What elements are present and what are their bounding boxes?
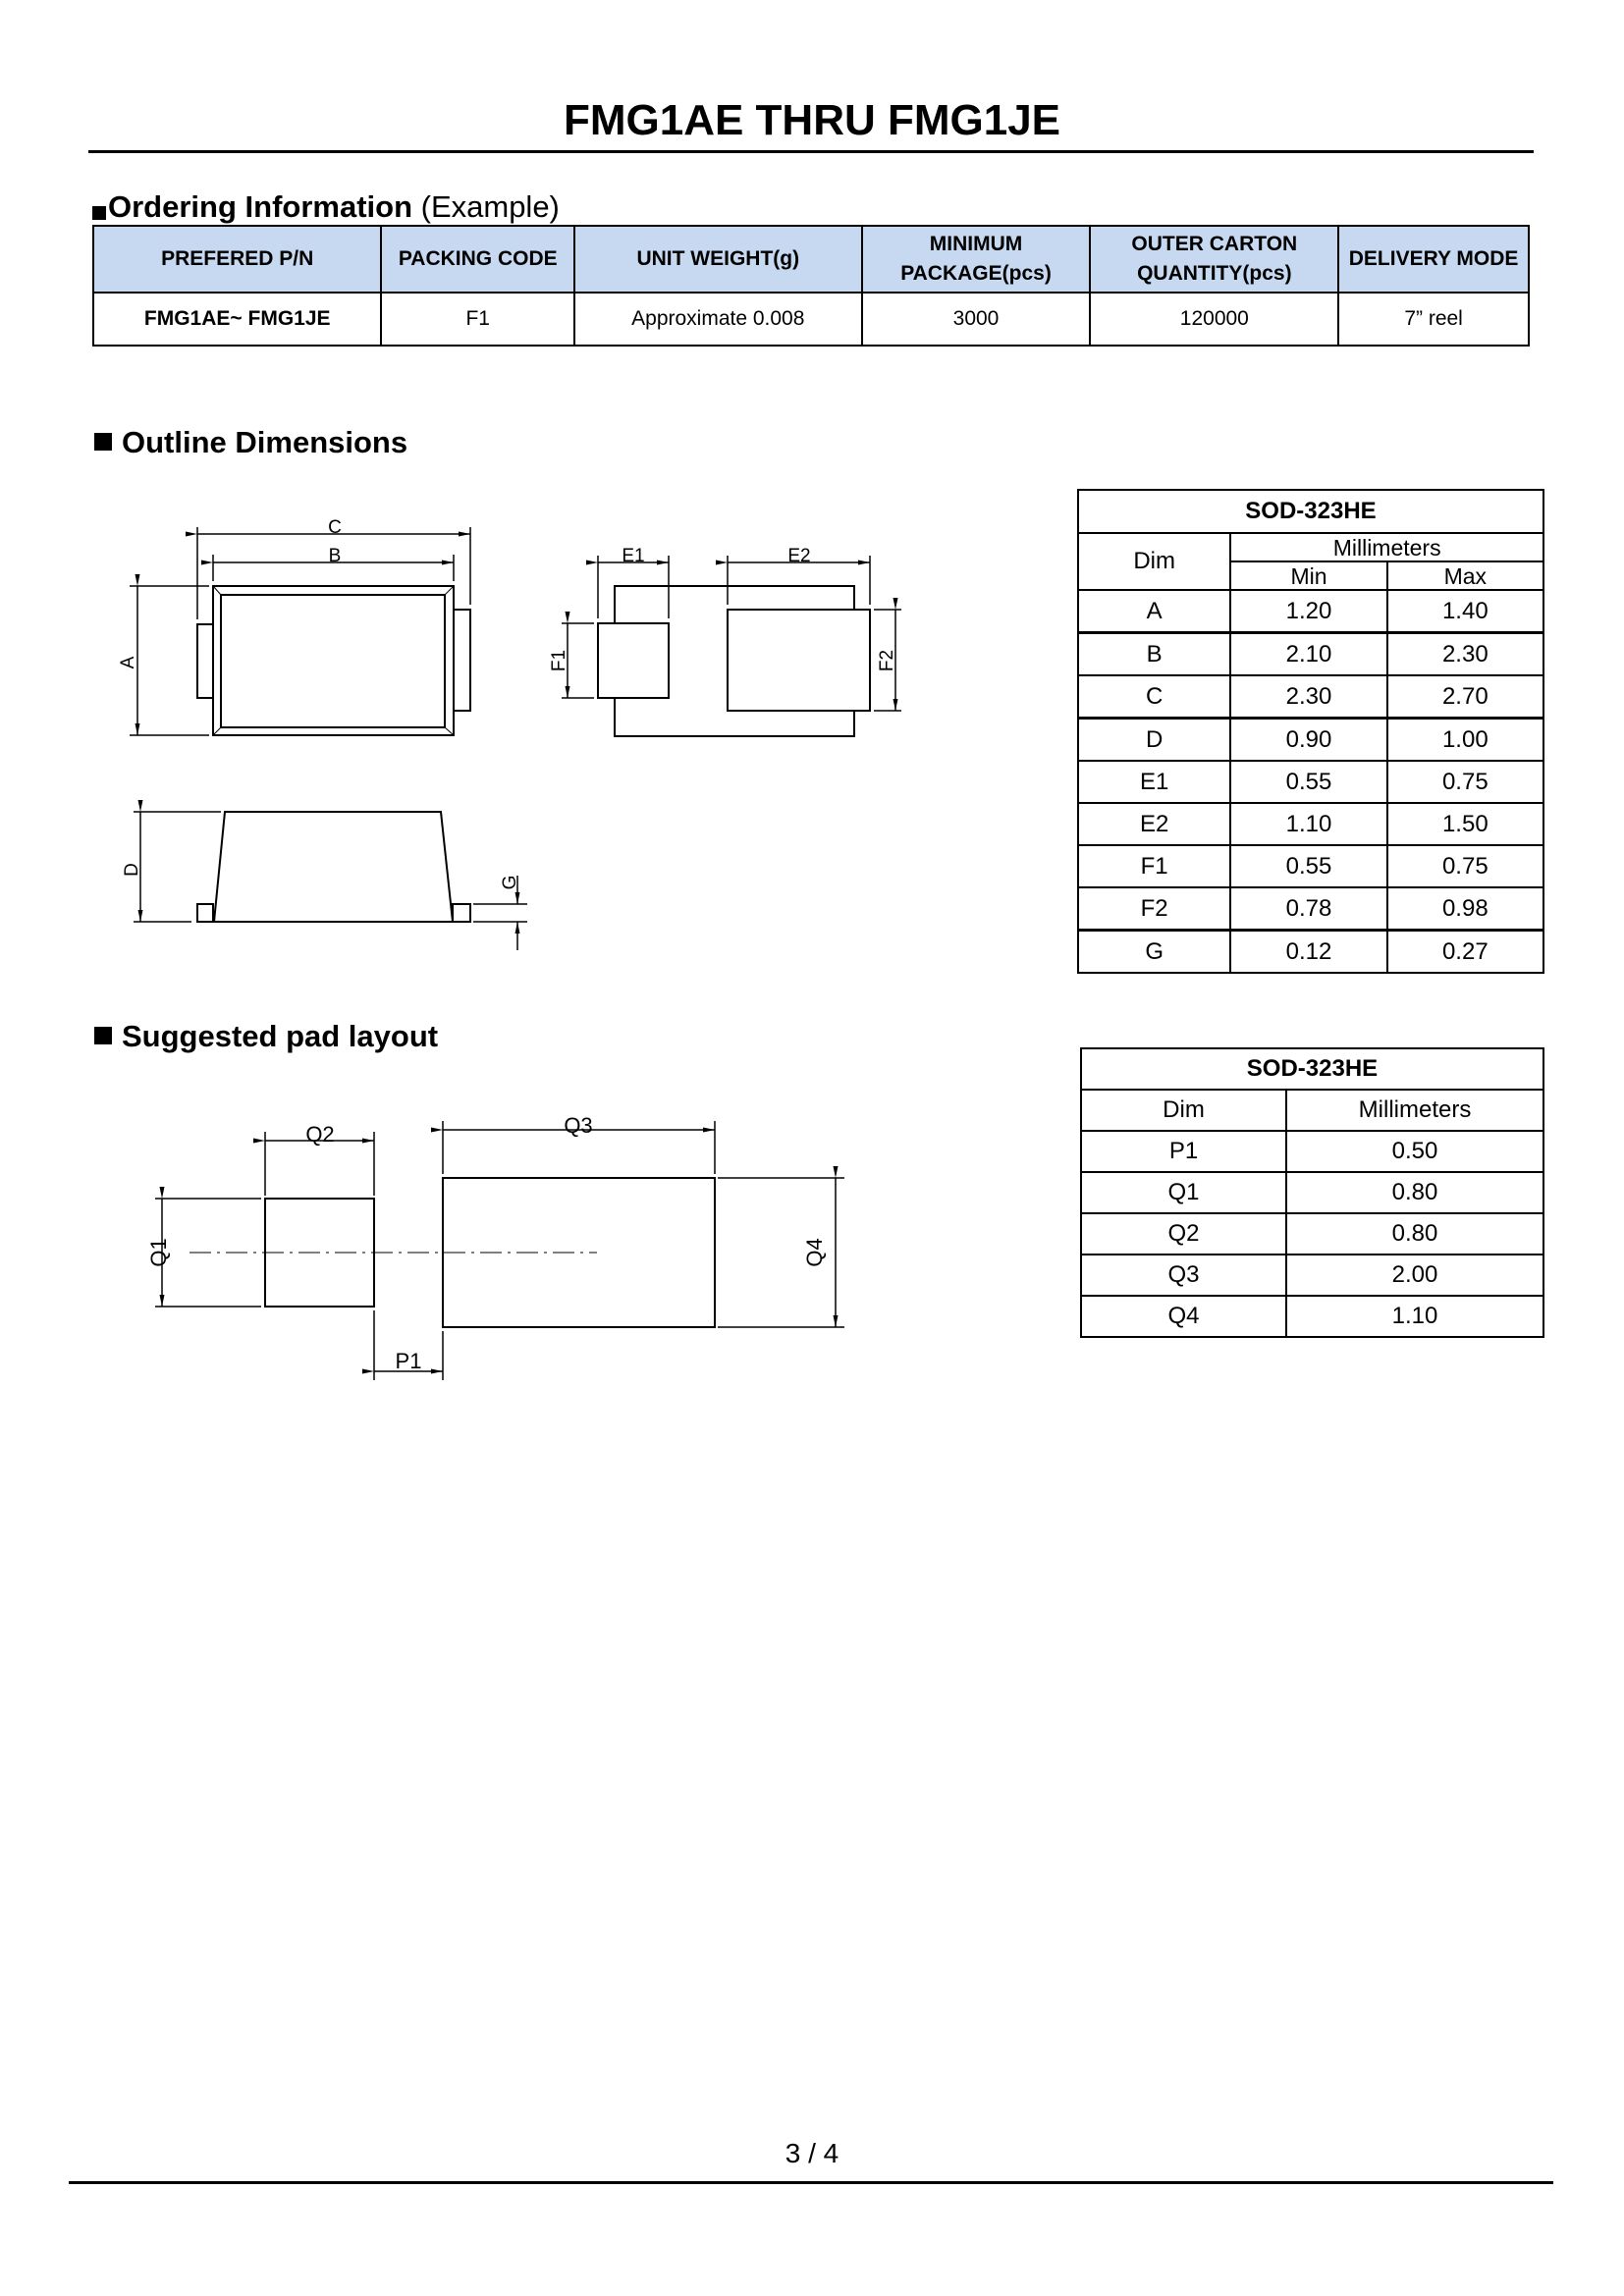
cell-minimum-package: 3000 xyxy=(862,293,1091,346)
table-row xyxy=(1078,675,1543,719)
cell-max: 2.30 xyxy=(1387,633,1543,676)
max-column-header: Max xyxy=(1387,561,1543,590)
table-row xyxy=(1081,1131,1543,1172)
cell-min: 0.12 xyxy=(1230,931,1386,974)
cell-min: 1.20 xyxy=(1230,590,1386,633)
dim-label-e1: E1 xyxy=(622,546,645,566)
ordering-heading-suffix: (Example) xyxy=(420,189,560,224)
cell-min: 0.78 xyxy=(1230,887,1386,931)
pad-layout-heading xyxy=(94,1019,438,1054)
cell-max: 2.70 xyxy=(1387,675,1543,719)
page-title: FMG1AE THRU FMG1JE xyxy=(563,96,1061,144)
cell-packing-code: F1 xyxy=(381,293,574,346)
dim-label-a: A xyxy=(118,656,138,669)
table-row xyxy=(1078,633,1543,676)
pad-label-q1: Q1 xyxy=(146,1238,171,1267)
side-view-drawing xyxy=(134,812,527,950)
table-row xyxy=(1078,845,1543,887)
cell-dim: P1 xyxy=(1081,1131,1286,1172)
table-row xyxy=(1078,887,1543,931)
table-row xyxy=(1081,1172,1543,1213)
cell-dim: F1 xyxy=(1078,845,1230,887)
cell-dim: F2 xyxy=(1078,887,1230,931)
cell-min: 0.90 xyxy=(1230,719,1386,762)
dim-label-f1: F1 xyxy=(549,649,569,672)
cell-max: 1.50 xyxy=(1387,803,1543,845)
bullet-square-icon xyxy=(94,1027,112,1044)
pad-label-q2: Q2 xyxy=(305,1122,335,1147)
cell-dim: B xyxy=(1078,633,1230,676)
cell-dim: Q4 xyxy=(1081,1296,1286,1337)
cell-value: 1.10 xyxy=(1286,1296,1543,1337)
pad-layout-drawing xyxy=(155,1121,844,1380)
cell-unit-weight: Approximate 0.008 xyxy=(574,293,862,346)
table-row xyxy=(1078,931,1543,974)
table-row xyxy=(1078,803,1543,845)
pad-label-q3: Q3 xyxy=(564,1113,593,1138)
cell-max: 0.98 xyxy=(1387,887,1543,931)
cell-dim: Q3 xyxy=(1081,1255,1286,1296)
dim-label-b: B xyxy=(328,546,342,566)
table-row xyxy=(1081,1296,1543,1337)
outline-heading-text: Outline Dimensions xyxy=(122,425,408,459)
cell-delivery-mode: 7” reel xyxy=(1338,293,1529,346)
cell-dim: C xyxy=(1078,675,1230,719)
unit-header: Millimeters xyxy=(1286,1090,1543,1131)
pad-layout-heading-text: Suggested pad layout xyxy=(122,1019,439,1053)
page-number: 3 / 4 xyxy=(785,2138,839,2168)
dim-label-f2: F2 xyxy=(877,649,897,672)
top-view-drawing xyxy=(130,527,470,735)
cell-dim: E1 xyxy=(1078,761,1230,803)
cell-value: 2.00 xyxy=(1286,1255,1543,1296)
package-name: SOD-323HE xyxy=(1081,1048,1543,1090)
cell-min: 0.55 xyxy=(1230,761,1386,803)
cell-dim: Q1 xyxy=(1081,1172,1286,1213)
cell-min: 2.10 xyxy=(1230,633,1386,676)
min-column-header: Min xyxy=(1230,561,1386,590)
cell-dim: D xyxy=(1078,719,1230,762)
footer-divider xyxy=(69,2181,1553,2184)
cell-value: 0.80 xyxy=(1286,1213,1543,1255)
pad-label-q4: Q4 xyxy=(802,1238,827,1267)
cell-dim: Q2 xyxy=(1081,1213,1286,1255)
dim-column-header: Dim xyxy=(1081,1090,1286,1131)
col-header-part-number: PREFERED P/N xyxy=(93,226,381,293)
package-name: SOD-323HE xyxy=(1078,490,1543,533)
table-row xyxy=(1081,1213,1543,1255)
cell-max: 0.75 xyxy=(1387,761,1543,803)
cell-max: 0.27 xyxy=(1387,931,1543,974)
cell-dim: G xyxy=(1078,931,1230,974)
cell-dim: A xyxy=(1078,590,1230,633)
unit-header: Millimeters xyxy=(1230,533,1543,561)
cell-outer-carton: 120000 xyxy=(1090,293,1338,346)
ordering-heading-text: Ordering Information xyxy=(108,189,412,224)
col-header-minimum-package: MINIMUM PACKAGE(pcs) xyxy=(862,226,1091,293)
dim-label-d: D xyxy=(122,863,142,877)
col-header-delivery-mode: DELIVERY MODE xyxy=(1338,226,1529,293)
cell-max: 0.75 xyxy=(1387,845,1543,887)
cell-max: 1.40 xyxy=(1387,590,1543,633)
cell-min: 1.10 xyxy=(1230,803,1386,845)
cell-dim: E2 xyxy=(1078,803,1230,845)
cell-min: 2.30 xyxy=(1230,675,1386,719)
dim-label-e2: E2 xyxy=(787,546,811,566)
col-header-outer-carton: OUTER CARTON QUANTITY(pcs) xyxy=(1090,226,1338,293)
table-row xyxy=(1078,590,1543,633)
table-row xyxy=(1081,1255,1543,1296)
col-header-unit-weight: UNIT WEIGHT(g) xyxy=(574,226,862,293)
cell-part-number: FMG1AE~ FMG1JE xyxy=(93,293,381,346)
dim-label-c: C xyxy=(328,517,342,538)
bottom-view-drawing xyxy=(562,556,901,736)
dim-label-g: G xyxy=(500,875,520,890)
cell-max: 1.00 xyxy=(1387,719,1543,762)
col-header-packing-code: PACKING CODE xyxy=(381,226,574,293)
table-row xyxy=(1078,761,1543,803)
cell-value: 0.80 xyxy=(1286,1172,1543,1213)
pad-layout-table xyxy=(1080,1047,1544,1338)
cell-value: 0.50 xyxy=(1286,1131,1543,1172)
cell-min: 0.55 xyxy=(1230,845,1386,887)
dim-column-header: Dim xyxy=(1078,533,1230,590)
outline-dimensions-table xyxy=(1077,489,1544,974)
pad-label-p1: P1 xyxy=(395,1349,422,1373)
table-row xyxy=(1078,719,1543,762)
